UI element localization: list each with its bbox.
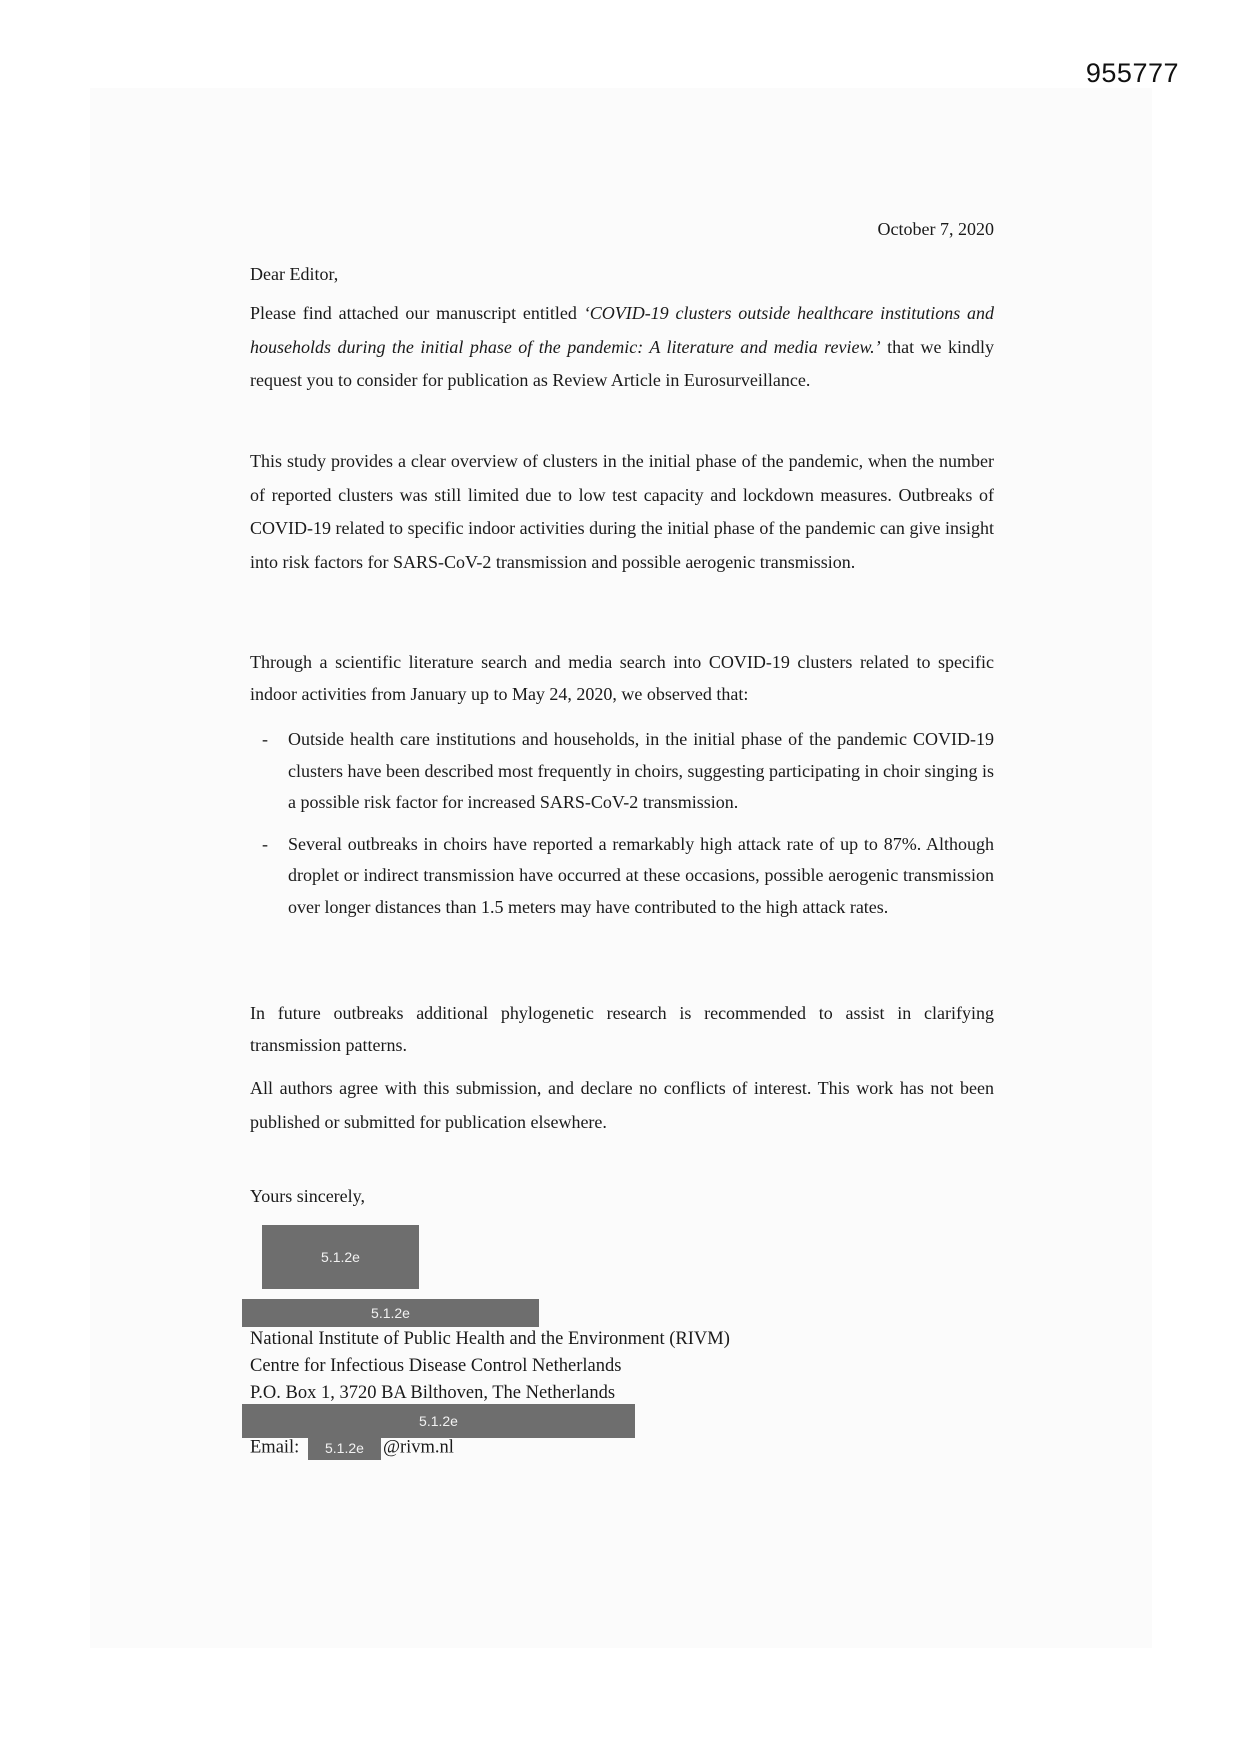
bullet-marker: - xyxy=(262,833,268,854)
closing: Yours sincerely, xyxy=(250,1186,365,1206)
manuscript-request: that we kindly request you to consider for publication as Review Article in Eurosurveillance. xyxy=(250,336,994,390)
address-line-3: P.O. Box 1, 3720 BA Bilthoven, The Netherlands xyxy=(250,1383,616,1403)
list-item xyxy=(250,829,994,924)
redaction-email-user: 5.1.2e xyxy=(308,1436,381,1460)
paragraph-recommendation: In future outbreaks additional phylogenetic research is recommended to assist in clarifying transmission patterns. xyxy=(250,1003,994,1055)
letter-date: October 7, 2020 xyxy=(877,219,994,239)
list-item xyxy=(250,724,994,819)
paragraph-search: Through a scientific literature search and media search into COVID-19 clusters related to specific indoor activities from January up to May 24, 2020, we observed that: xyxy=(250,652,994,704)
email-line xyxy=(250,1436,454,1460)
address-line-1: National Institute of Public Health and the Environment (RIVM) xyxy=(250,1329,730,1349)
finding-text: Outside health care institutions and households, in the initial phase of the pandemic COVID-19 clusters have been described most frequently in choirs, suggesting participating in choir singing is a possible risk factor for increased SARS-CoV-2 transmission. xyxy=(288,729,994,812)
salutation: Dear Editor, xyxy=(250,264,339,284)
bullet-marker: - xyxy=(262,729,268,749)
paragraph-manuscript xyxy=(250,297,994,398)
redaction-name: 5.1.2e xyxy=(242,1299,539,1327)
findings-list xyxy=(250,724,994,933)
document-id: 955777 xyxy=(1085,58,1179,88)
address-line-2: Centre for Infectious Disease Control Netherlands xyxy=(250,1356,622,1376)
manuscript-title: ‘COVID-19 clusters outside healthcare institutions and households during the initial phase of the pandemic: A literature and media review.’ xyxy=(250,303,994,357)
email-domain: @rivm.nl xyxy=(382,1437,454,1458)
manuscript-intro: Please find attached our manuscript entitled xyxy=(250,303,584,323)
email-label: Email: xyxy=(250,1437,300,1458)
paragraph-overview: This study provides a clear overview of clusters in the initial phase of the pandemic, when the number of reported clusters was still limited due to low test capacity and lockdown measures. Outbreaks of COVID-19 related to specific indoor activities during the initial phase of the pandemic can give insight into risk factors for SARS-CoV-2 transmission and possible aerogenic transmission. xyxy=(250,451,994,572)
paragraph-declaration: All authors agree with this submission, and declare no conflicts of interest. This work has not been published or submitted for publication elsewhere. xyxy=(250,1078,994,1132)
finding-text: Several outbreaks in choirs have reported a remarkably high attack rate of up to 87%. Although droplet or indirect transmission have occurred at these occasions, possible aerogenic transmission over longer distances than 1.5 meters may have contributed to the high attack rates. xyxy=(288,833,994,917)
redaction-contact: 5.1.2e xyxy=(242,1404,635,1438)
redaction-signature: 5.1.2e xyxy=(262,1225,419,1289)
